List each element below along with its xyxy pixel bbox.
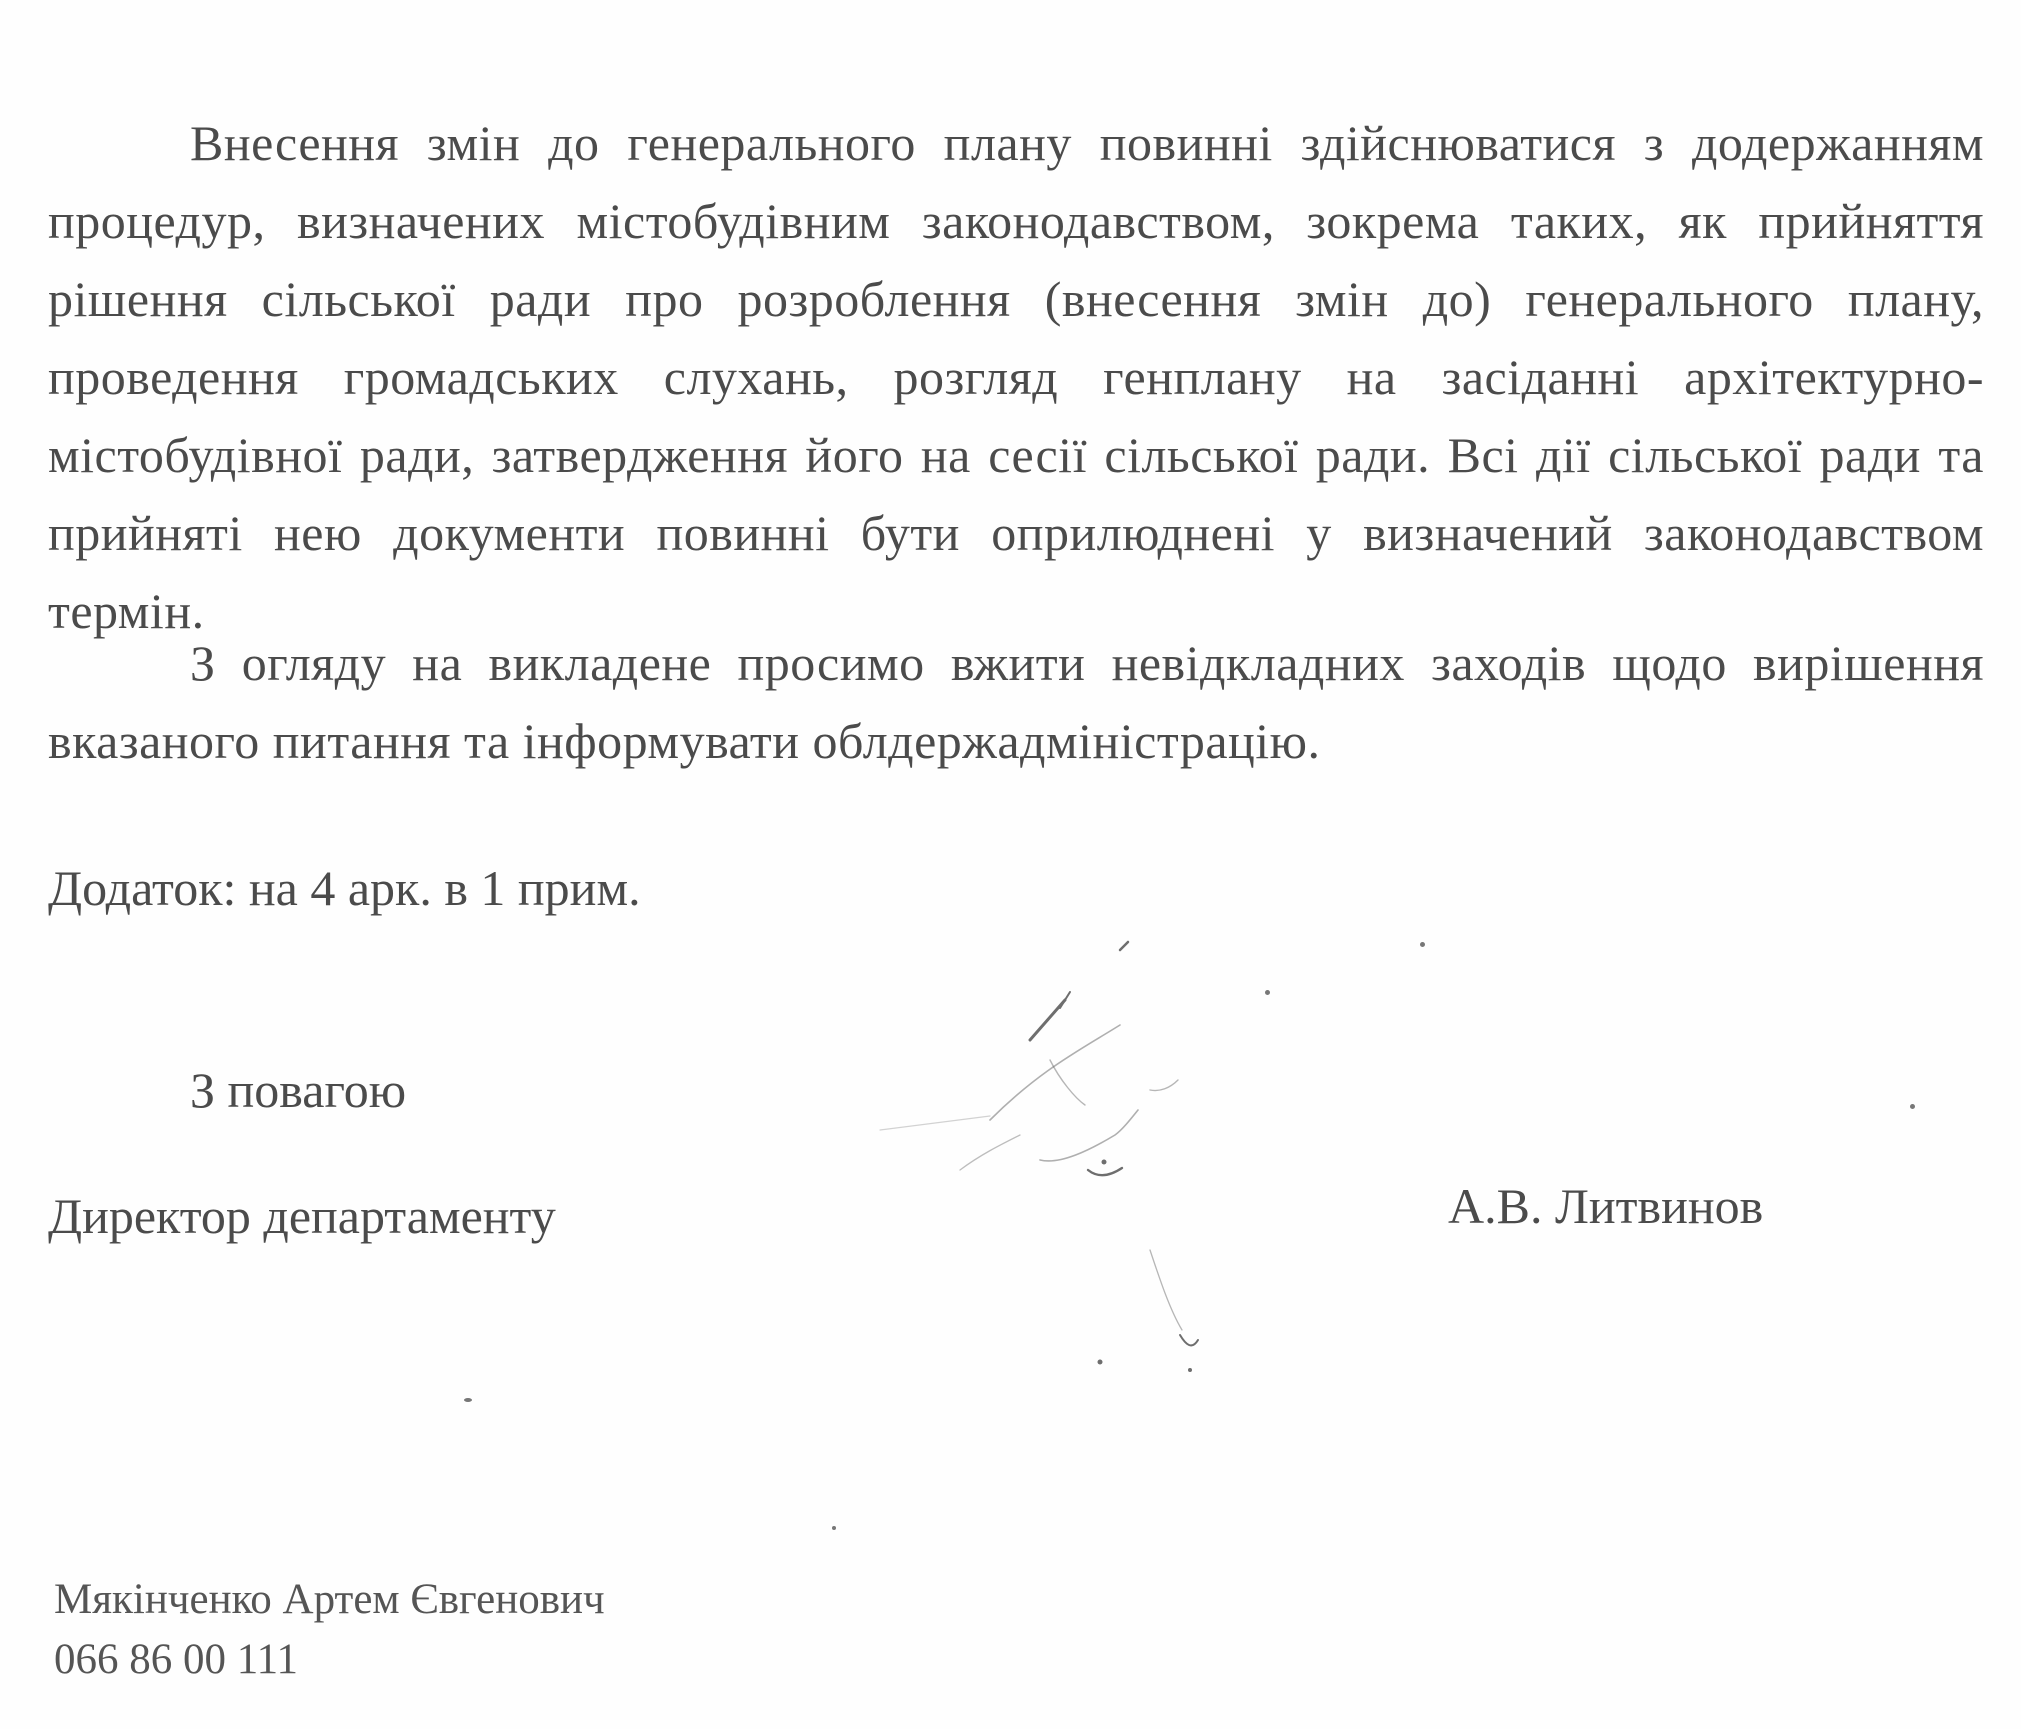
attachment-note: Додаток: на 4 арк. в 1 прим.: [48, 860, 641, 916]
scan-speck: [1265, 990, 1270, 995]
scan-speck: [464, 1398, 472, 1402]
body-paragraph-2: З огляду на викладене просимо вжити невідкладних заходів щодо вирішення вказаного питання та інформувати облдержадміністрацію.: [48, 635, 1984, 769]
signer-position: Директор департаменту: [48, 1188, 556, 1244]
closing-phrase: З повагою: [190, 1062, 407, 1118]
handwritten-signature-icon: [860, 930, 1420, 1390]
scan-speck: [832, 1526, 836, 1530]
signer-name: А.В. Литвинов: [1448, 1178, 1764, 1234]
contact-name: Мякінченко Артем Євгенович: [54, 1576, 605, 1623]
scan-speck: [1910, 1104, 1915, 1109]
scan-speck: [1420, 942, 1425, 947]
body-paragraph-1: Внесення змін до генерального плану повинні здійснюватися з додержанням процедур, визначених містобудівним законодавством, зокрема таких, як прийняття рішення сільської ради про розроблення (внесення змін до) генерального плану, проведення громадських слухань, розгляд генплану на засіданні архітектурно-містобудівної ради, затвердження його на сесії сільської ради. Всі дії сільської ради та прийняті нею документи повинні бути оприлюднені у визначений законодавством термін.: [48, 115, 1984, 639]
contact-phone: 066 86 00 111: [54, 1636, 299, 1683]
